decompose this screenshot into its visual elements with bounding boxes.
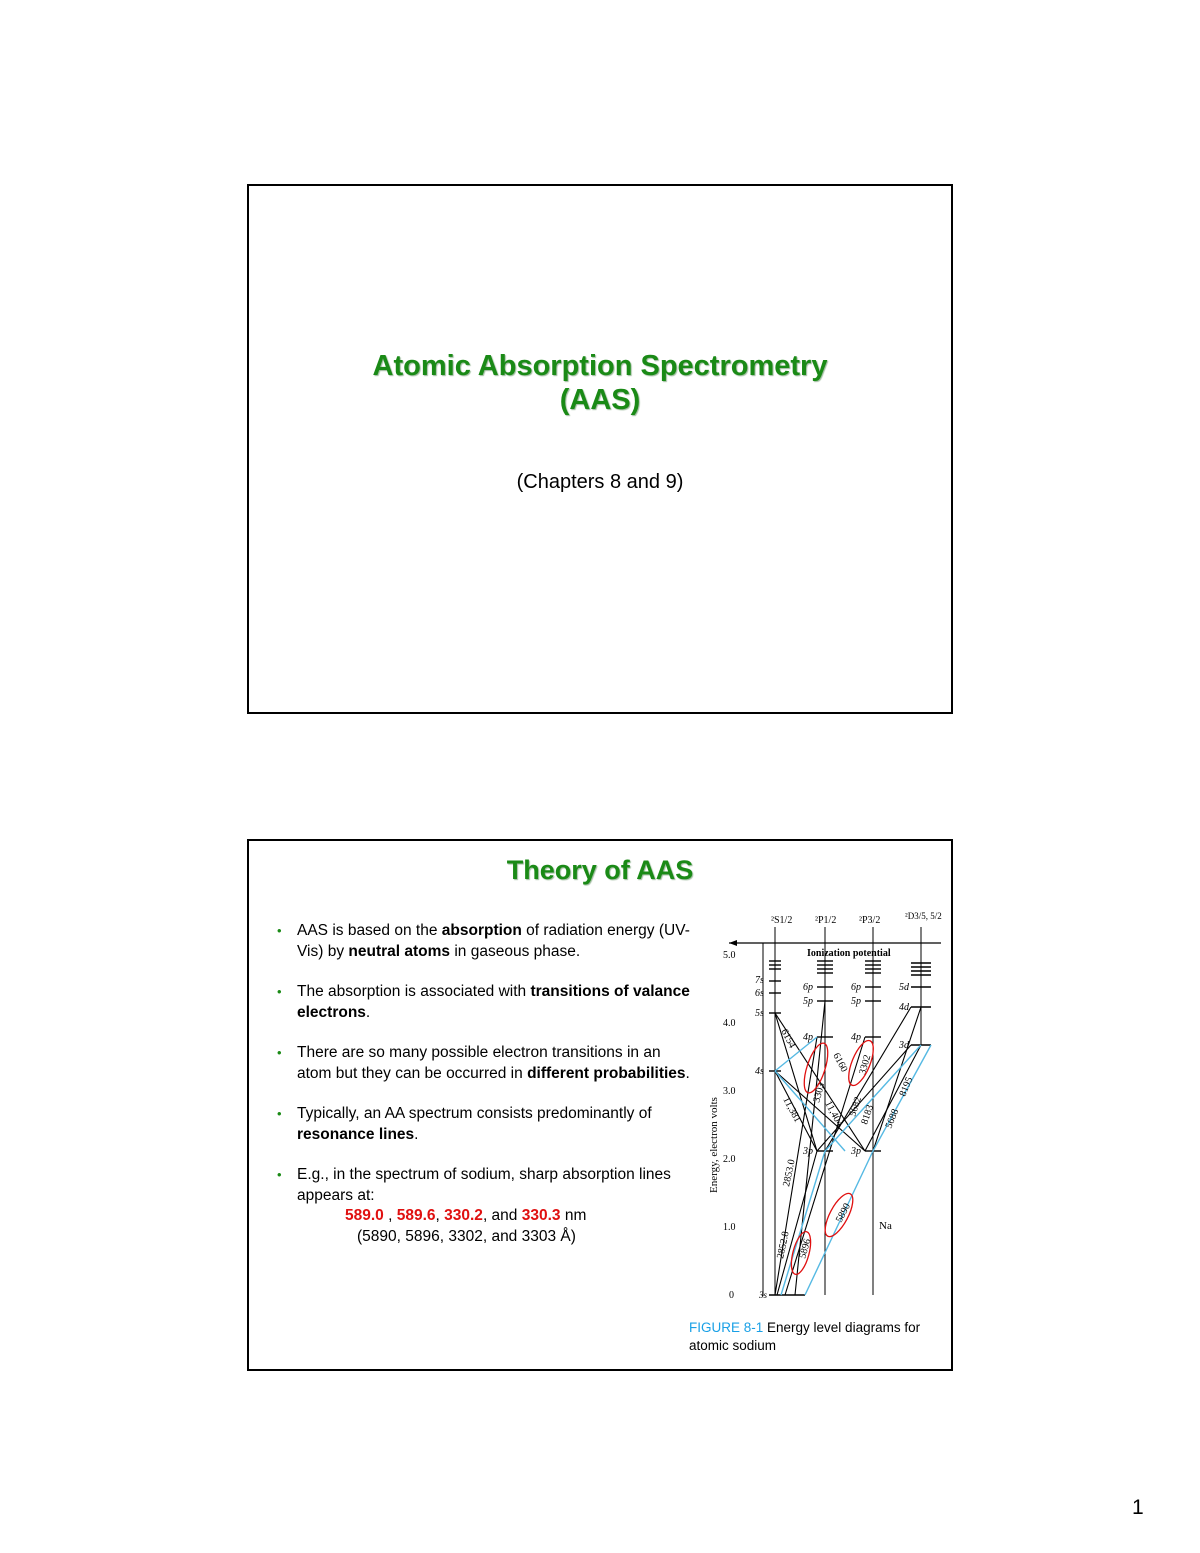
separator: , and	[482, 1207, 522, 1224]
highlight-3303	[799, 1040, 832, 1095]
line-label: 2853.0	[781, 1158, 798, 1188]
line-label: 8183	[859, 1103, 877, 1126]
y-tick: 3.0	[723, 1086, 736, 1097]
bullet-bold: absorption	[441, 922, 522, 939]
slide1-title	[249, 349, 951, 417]
bullet-text: Typically, an AA spectrum consists predominantly of	[297, 1105, 652, 1122]
value-5890: 589.0	[345, 1207, 384, 1224]
line-label: 11,404	[822, 1099, 845, 1129]
bullet-item	[273, 982, 693, 1023]
line-label: 5896	[797, 1237, 814, 1260]
line-label: 5682	[847, 1095, 865, 1118]
bullet-text: E.g., in the spectrum of sodium, sharp absorption lines appears at:	[297, 1166, 671, 1204]
y-axis-label: Energy, electron volts	[708, 1097, 720, 1193]
slide1-title-line2: (AAS)	[559, 384, 641, 416]
energy-level-diagram	[705, 903, 945, 1323]
level-label: 4d	[899, 1002, 909, 1013]
line-label: 5688	[883, 1107, 902, 1131]
column-header-s: ²S1/2	[771, 915, 793, 926]
slide-theory	[247, 839, 953, 1371]
figure-caption	[689, 1319, 944, 1355]
ionization-label: Ionization potential	[807, 948, 891, 959]
column-header-d: ²D3/5, 5/2	[905, 911, 942, 921]
page-number: 1	[1132, 1496, 1144, 1519]
slide1-subtitle: (Chapters 8 and 9)	[516, 471, 684, 493]
column-header-p3: ²P3/2	[859, 915, 881, 926]
line-label: 11,381	[780, 1095, 803, 1125]
bullet-icon: •	[277, 1106, 282, 1121]
level-label: 4p	[851, 1032, 861, 1043]
bullet-icon: •	[277, 1167, 282, 1182]
level-label: 3d	[899, 1040, 909, 1051]
bullet-bold: resonance lines	[297, 1125, 415, 1143]
line-label: 6154	[778, 1027, 798, 1051]
bullet-text: of radiation energy (UV-Vis) by	[297, 922, 690, 960]
line-label: 2852.8	[775, 1230, 792, 1260]
sodium-lines-angstrom: (5890, 5896, 3302, and 3303 Å)	[357, 1227, 576, 1245]
level-label: 3p	[803, 1146, 813, 1157]
level-label: 5s	[755, 1008, 764, 1019]
y-tick: 1.0	[723, 1222, 736, 1233]
bullet-item	[273, 1043, 693, 1084]
line-label: 3303	[811, 1081, 828, 1104]
level-label: 4p	[803, 1032, 813, 1043]
slide-title	[247, 184, 953, 714]
level-label: 7s	[755, 975, 764, 986]
level-label: 4s	[755, 1066, 764, 1077]
sodium-lines-nm	[297, 1206, 693, 1227]
line-label: 6160	[830, 1051, 850, 1075]
line-label: 5890	[833, 1201, 854, 1225]
line-label: 3302	[857, 1053, 874, 1076]
bullet-bold: transitions of valance electrons	[297, 983, 690, 1021]
bullet-text: .	[365, 1003, 371, 1021]
unit-nm: nm	[560, 1207, 587, 1224]
level-label: 3p	[851, 1146, 861, 1157]
level-label: 5p	[803, 996, 813, 1007]
slide1-title-line1: Atomic Absorption Spectrometry	[372, 350, 828, 382]
slide2-title: Theory of AAS	[506, 855, 694, 885]
level-label: 6p	[803, 982, 813, 993]
figure-caption-text: Energy level diagrams for atomic sodium	[689, 1320, 921, 1353]
y-tick: 5.0	[723, 950, 736, 961]
value-3302: 330.2	[444, 1207, 483, 1224]
bullet-bold: different probabilities	[527, 1064, 686, 1082]
bullet-text: .	[685, 1064, 690, 1082]
bullet-text: There are so many possible electron transitions in an atom but they can be occurred in	[297, 1044, 661, 1082]
bullet-text: AAS is based on the	[297, 922, 442, 939]
separator: ,	[435, 1207, 445, 1224]
level-label: 6p	[851, 982, 861, 993]
value-3303: 330.3	[521, 1207, 561, 1224]
bullet-icon: •	[277, 923, 282, 938]
y-tick: 0	[729, 1290, 734, 1301]
value-5896: 589.6	[396, 1207, 436, 1224]
bullet-item	[273, 921, 693, 962]
bullet-bold: neutral atoms	[348, 942, 451, 960]
bullet-item	[273, 1165, 693, 1247]
column-header-p1: ²P1/2	[815, 915, 837, 926]
bullet-icon: •	[277, 984, 282, 999]
level-label: 6s	[755, 988, 764, 999]
level-label: 3s	[759, 1290, 768, 1300]
bullet-text: in gaseous phase.	[450, 942, 581, 960]
level-label: 5p	[851, 996, 861, 1007]
separator: ,	[383, 1207, 397, 1224]
bullet-text: The absorption is associated with	[297, 983, 531, 1000]
element-label: Na	[879, 1220, 892, 1232]
line-label: 8195	[897, 1075, 916, 1099]
level-label: 5d	[899, 982, 909, 993]
y-tick: 2.0	[723, 1154, 736, 1165]
bullet-text: .	[414, 1125, 419, 1143]
bullet-icon: •	[277, 1045, 282, 1060]
bullet-list	[273, 921, 693, 1247]
y-tick: 4.0	[723, 1018, 736, 1029]
figure-label: FIGURE 8-1	[689, 1320, 764, 1335]
bullet-item	[273, 1104, 693, 1145]
